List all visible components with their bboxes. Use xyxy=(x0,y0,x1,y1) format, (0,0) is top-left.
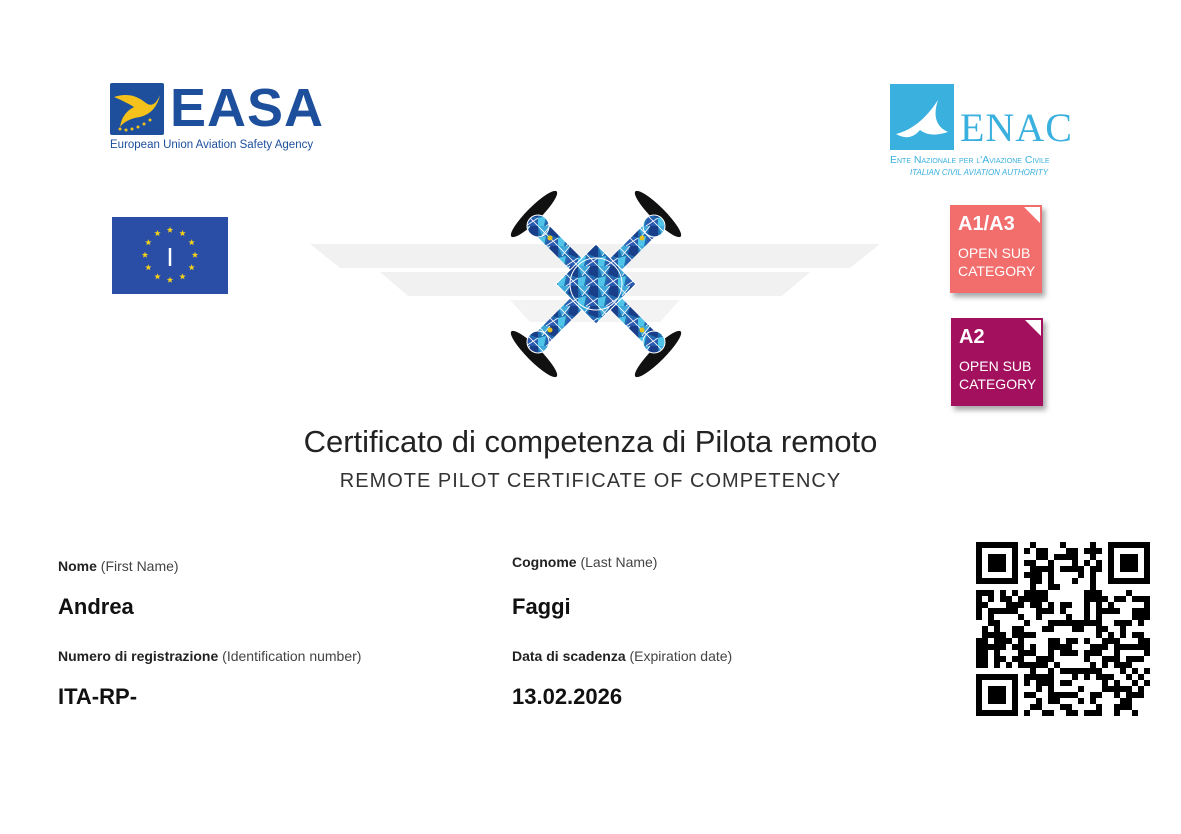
id-number-label-en: (Identification number) xyxy=(222,648,362,664)
first-name-label-it: Nome xyxy=(58,558,97,574)
badge-code: A2 xyxy=(959,326,985,348)
badge-line1: OPEN SUB xyxy=(959,358,1032,374)
easa-logo xyxy=(110,78,330,158)
badge-code: A1/A3 xyxy=(958,213,1015,235)
expiration-value: 13.02.2026 xyxy=(512,684,623,709)
eu-flag-letter: I xyxy=(166,242,174,272)
enac-logo xyxy=(890,84,1080,184)
qr-code-icon[interactable] xyxy=(976,542,1150,716)
last-name-value: Faggi xyxy=(512,594,571,619)
eu-flag-icon xyxy=(112,217,228,294)
enac-subtitle-en: ITALIAN CIVIL AVIATION AUTHORITY xyxy=(910,168,1049,177)
easa-wordmark: EASA xyxy=(170,78,325,138)
badge-a1-a3 xyxy=(950,205,1042,293)
eu-star-icon xyxy=(188,264,194,270)
id-number-value: ITA-RP- xyxy=(58,684,138,709)
eu-star-icon xyxy=(154,230,160,236)
badge-line2: CATEGORY xyxy=(959,376,1037,392)
easa-logo-icon xyxy=(110,83,164,135)
certificate-title-en: REMOTE PILOT CERTIFICATE OF COMPETENCY xyxy=(339,470,842,492)
id-number-label xyxy=(58,648,361,664)
expiration-label-en: (Expiration date) xyxy=(629,648,733,664)
eu-star-icon xyxy=(167,227,173,233)
id-number-label-it: Numero di registrazione xyxy=(58,648,219,664)
eu-star-icon xyxy=(142,252,148,258)
enac-logo-icon xyxy=(890,84,954,150)
last-name-label-it: Cognome xyxy=(512,554,577,570)
first-name-label xyxy=(58,558,179,574)
eu-star-icon xyxy=(145,239,151,245)
eu-star-icon xyxy=(179,273,185,279)
eu-star-icon xyxy=(167,277,173,283)
badge-corner-icon xyxy=(1025,320,1041,336)
enac-subtitle: Ente Nazionale per l'Aviazione Civile xyxy=(890,154,1050,166)
expiration-label xyxy=(512,648,732,664)
easa-subtitle: European Union Aviation Safety Agency xyxy=(110,139,314,151)
badge-a2 xyxy=(951,318,1043,406)
certificate-title: Certificato di competenza di Pilota remoto xyxy=(303,424,878,459)
enac-wordmark: ENAC xyxy=(960,105,1073,150)
drone-icon xyxy=(498,186,694,382)
badge-line2: CATEGORY xyxy=(958,263,1036,279)
last-name-label xyxy=(512,554,657,570)
badge-corner-icon xyxy=(1024,207,1040,223)
eu-star-icon xyxy=(154,273,160,279)
first-name-value: Andrea xyxy=(58,594,134,619)
eu-star-icon xyxy=(179,230,185,236)
eu-star-icon xyxy=(145,264,151,270)
eu-star-icon xyxy=(188,239,194,245)
last-name-label-en: (Last Name) xyxy=(580,554,658,570)
eu-star-icon xyxy=(192,252,198,258)
expiration-label-it: Data di scadenza xyxy=(512,648,626,664)
badge-line1: OPEN SUB xyxy=(958,245,1031,261)
first-name-label-en: (First Name) xyxy=(100,558,179,574)
